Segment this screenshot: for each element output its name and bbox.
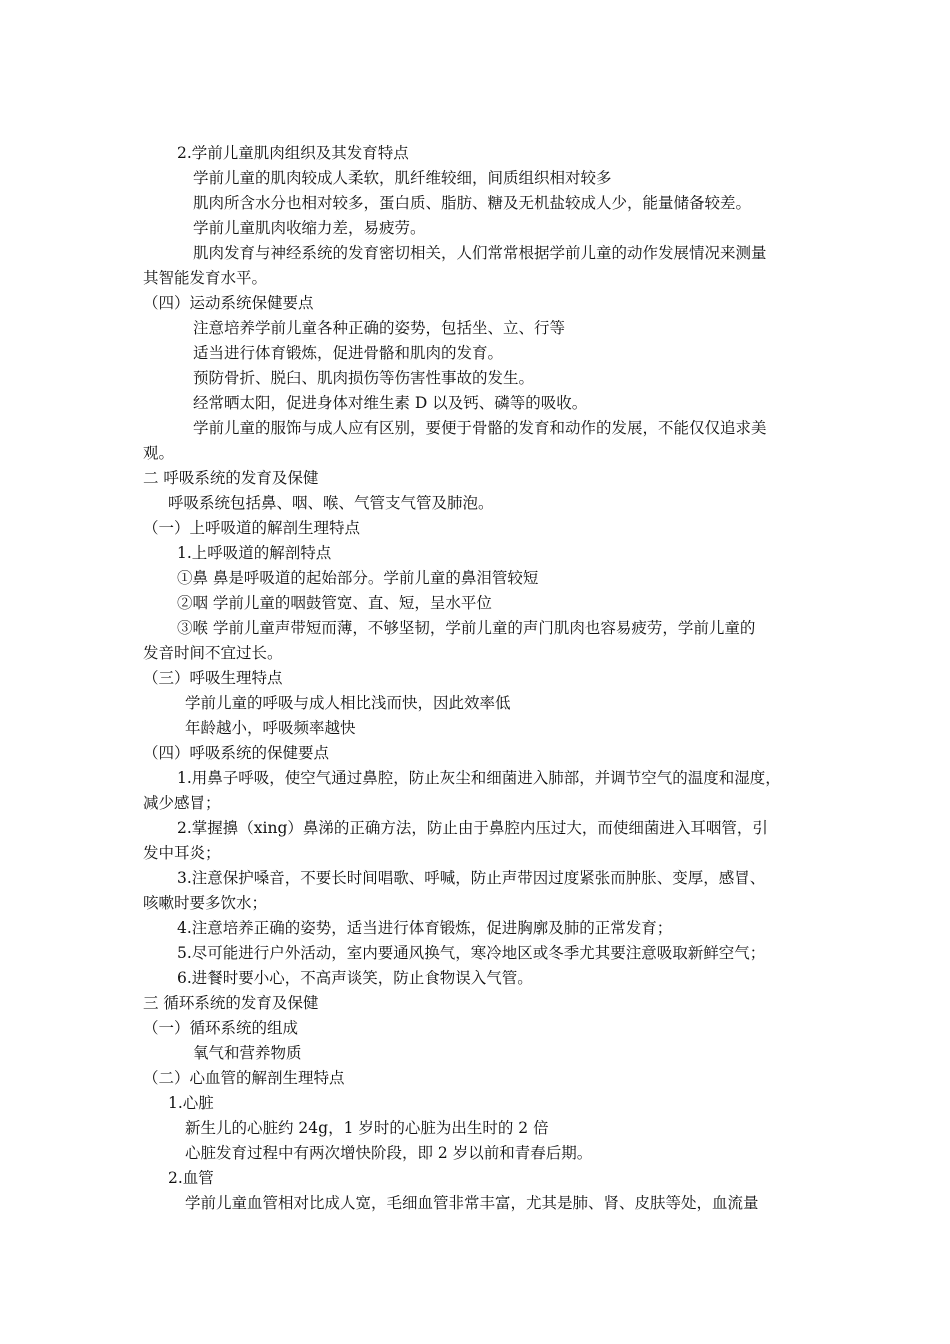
text-line: 注意培养学前儿童各种正确的姿势，包括坐、立、行等 xyxy=(193,319,566,337)
text-line: 观。 xyxy=(143,444,175,462)
text-line: 发中耳炎； xyxy=(143,844,221,862)
text-line: 1.用鼻子呼吸，使空气通过鼻腔，防止灰尘和细菌进入肺部，并调节空气的温度和湿度， xyxy=(177,769,781,787)
text-line: ②咽 学前儿童的咽鼓管宽、直、短，呈水平位 xyxy=(177,594,492,612)
section-heading: （一）上呼吸道的解剖生理特点 xyxy=(143,519,361,537)
text-line: 心脏发育过程中有两次增快阶段，即 2 岁以前和青春后期。 xyxy=(185,1144,593,1162)
section-heading: （四）运动系统保健要点 xyxy=(143,294,314,312)
text-line: 学前儿童的服饰与成人应有区别，要便于骨骼的发育和动作的发展，不能仅仅追求美 xyxy=(193,419,767,437)
text-line: 经常晒太阳，促进身体对维生素 D 以及钙、磷等的吸收。 xyxy=(193,394,588,412)
text-line: 减少感冒； xyxy=(143,794,221,812)
text-line: 肌肉发育与神经系统的发育密切相关，人们常常根据学前儿童的动作发展情况来测量 xyxy=(193,244,767,262)
text-line: 适当进行体育锻炼，促进骨骼和肌肉的发育。 xyxy=(193,344,504,362)
text-line: 1.上呼吸道的解剖特点 xyxy=(177,544,332,562)
text-line: 发音时间不宜过长。 xyxy=(143,644,283,662)
section-heading: （一）循环系统的组成 xyxy=(143,1019,299,1037)
text-line: 1.心脏 xyxy=(168,1094,214,1112)
text-line: 预防骨折、脱臼、肌肉损伤等伤害性事故的发生。 xyxy=(193,369,535,387)
section-heading: （四）呼吸系统的保健要点 xyxy=(143,744,330,762)
section-heading: （三）呼吸生理特点 xyxy=(143,669,283,687)
text-line: 3.注意保护嗓音，不要长时间唱歌、呼喊，防止声带因过度紧张而肿胀、变厚，感冒、 xyxy=(177,869,766,887)
text-line: 新生儿的心脏约 24g，1 岁时的心脏为出生时的 2 倍 xyxy=(185,1119,549,1137)
text-line: 6.进餐时要小心，不高声谈笑，防止食物误入气管。 xyxy=(177,969,533,987)
text-line: 学前儿童肌肉收缩力差，易疲劳。 xyxy=(193,219,426,237)
text-line: 学前儿童的呼吸与成人相比浅而快，因此效率低 xyxy=(185,694,511,712)
text-line: ③喉 学前儿童声带短而薄，不够坚韧，学前儿童的声门肌肉也容易疲劳，学前儿童的 xyxy=(177,619,756,637)
text-line: 5.尽可能进行户外活动，室内要通风换气，寒冷地区或冬季尤其要注意吸取新鲜空气； xyxy=(177,944,766,962)
text-line: 咳嗽时要多饮水； xyxy=(143,894,268,912)
text-line: ①鼻 鼻是呼吸道的起始部分。学前儿童的鼻泪管较短 xyxy=(177,569,539,587)
chapter-heading: 三 循环系统的发育及保健 xyxy=(143,994,319,1012)
section-heading: （二）心血管的解剖生理特点 xyxy=(143,1069,345,1087)
text-line: 年龄越小，呼吸频率越快 xyxy=(185,719,356,737)
text-line: 氧气和营养物质 xyxy=(193,1044,302,1062)
text-line: 其智能发育水平。 xyxy=(143,269,268,287)
text-line: 学前儿童血管相对比成人宽，毛细血管非常丰富，尤其是肺、肾、皮肤等处，血流量 xyxy=(185,1194,759,1212)
text-line: 呼吸系统包括鼻、咽、喉、气管支气管及肺泡。 xyxy=(168,494,494,512)
text-line: 2.掌握擤（xing）鼻涕的正确方法，防止由于鼻腔内压过大，而使细菌进入耳咽管，引 xyxy=(177,819,768,837)
text-line: 肌肉所含水分也相对较多，蛋白质、脂肪、糖及无机盐较成人少，能量储备较差。 xyxy=(193,194,752,212)
text-line: 学前儿童的肌肉较成人柔软，肌纤维较细，间质组织相对较多 xyxy=(193,169,612,187)
text-line: 2.血管 xyxy=(168,1169,214,1187)
text-line: 2.学前儿童肌肉组织及其发育特点 xyxy=(177,144,409,162)
chapter-heading: 二 呼吸系统的发育及保健 xyxy=(143,469,319,487)
text-line: 4.注意培养正确的姿势，适当进行体育锻炼，促进胸廓及肺的正常发育； xyxy=(177,919,673,937)
